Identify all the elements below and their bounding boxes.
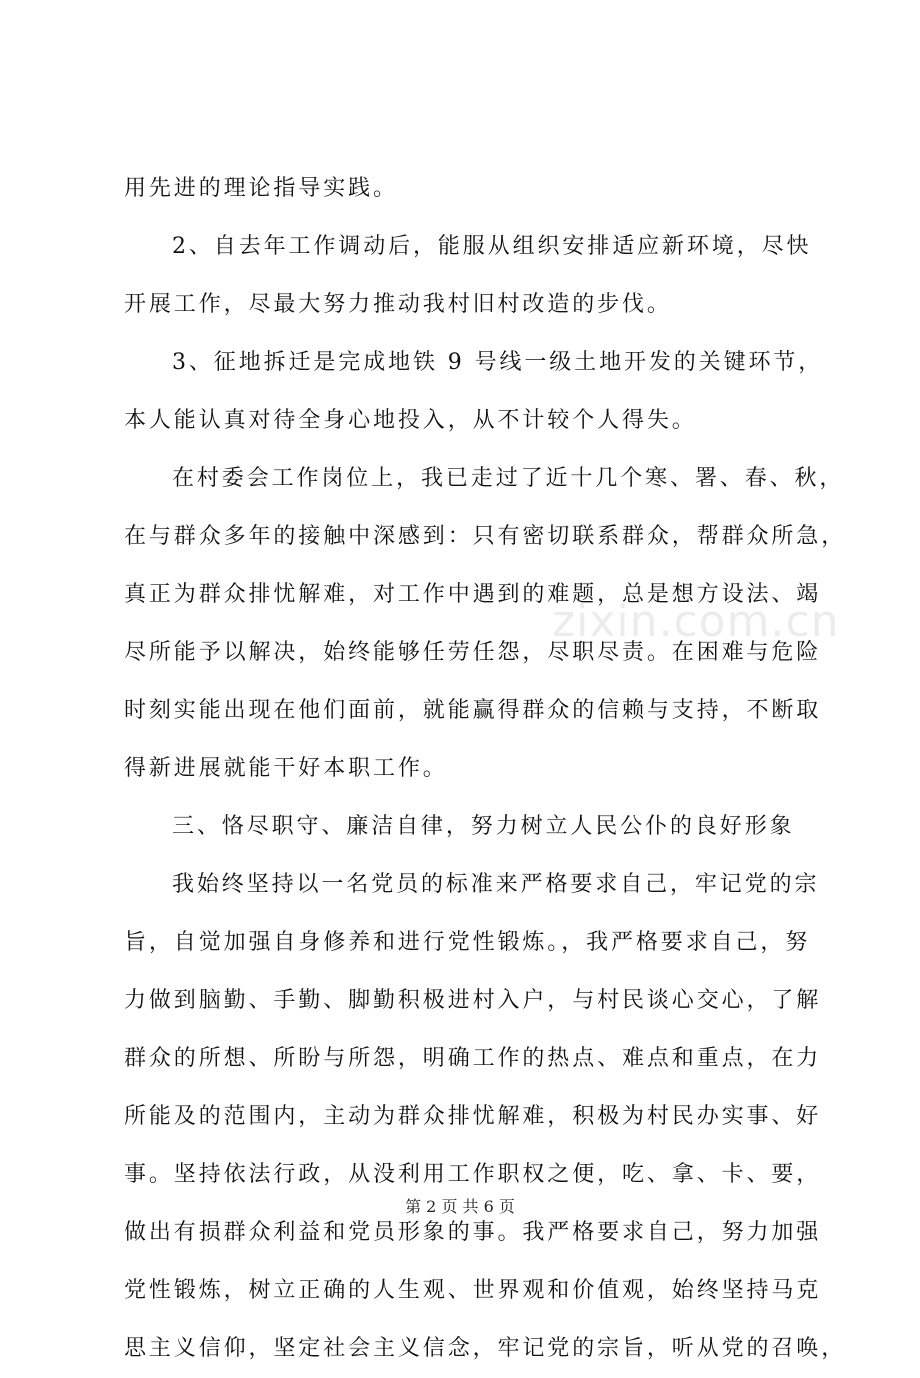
text-line: 做出有损群众利益和党员形象的事。我严格要求自己，努力加强	[124, 1220, 822, 1245]
text-line: 时刻实能出现在他们面前，就能赢得群众的信赖与支持，不断取	[124, 698, 822, 723]
text-line: 3、征地拆迁是完成地铁 9 号线一级土地开发的关键环节，	[172, 350, 824, 375]
text-line: 在村委会工作岗位上，我已走过了近十几个寒、署、春、秋，	[172, 466, 845, 491]
text-line: 开展工作，尽最大努力推动我村旧村改造的步伐。	[124, 292, 672, 317]
text-line: 事。坚持依法行政，从没利用工作职权之便，吃、拿、卡、要，	[124, 1162, 822, 1187]
section-heading: 三、恪尽职守、廉洁自律，努力树立人民公仆的良好形象	[172, 814, 795, 839]
text-line: 旨，自觉加强自身修养和进行党性锻炼。，我严格要求自己，努	[124, 930, 811, 955]
text-line: 群众的所想、所盼与所怨，明确工作的热点、难点和重点，在力	[124, 1046, 822, 1071]
text-line: 尽所能予以解决，始终能够任劳任怨，尽职尽责。在困难与危险	[124, 640, 822, 665]
text-line: 党性锻炼，树立正确的人生观、世界观和价值观，始终坚持马克	[124, 1278, 822, 1303]
text-line: 2、自去年工作调动后，能服从组织安排适应新环境，尽快	[172, 234, 812, 259]
text-line: 用先进的理论指导实践。	[124, 176, 398, 201]
text-line: 在与群众多年的接触中深感到：只有密切联系群众，帮群众所急，	[124, 524, 847, 549]
text-line: 我始终坚持以一名党员的标准来严格要求自己，牢记党的宗	[172, 872, 820, 897]
page-footer: 第 2 页 共 6 页	[405, 1197, 515, 1216]
text-line: 真正为群众排忧解难，对工作中遇到的难题，总是想方设法、竭	[124, 582, 822, 607]
text-line: 本人能认真对待全身心地投入，从不计较个人得失。	[124, 408, 697, 433]
text-line: 所能及的范围内，主动为群众排忧解难，积极为村民办实事、好	[124, 1104, 822, 1129]
watermark-text: zixin.com.cn	[552, 596, 840, 647]
text-line: 力做到脑勤、手勤、脚勤积极进村入户，与村民谈心交心，了解	[124, 988, 822, 1013]
text-line: 思主义信仰，坚定社会主义信念，牢记党的宗旨，听从党的召唤，	[124, 1336, 847, 1361]
text-line: 得新进展就能干好本职工作。	[124, 756, 448, 781]
